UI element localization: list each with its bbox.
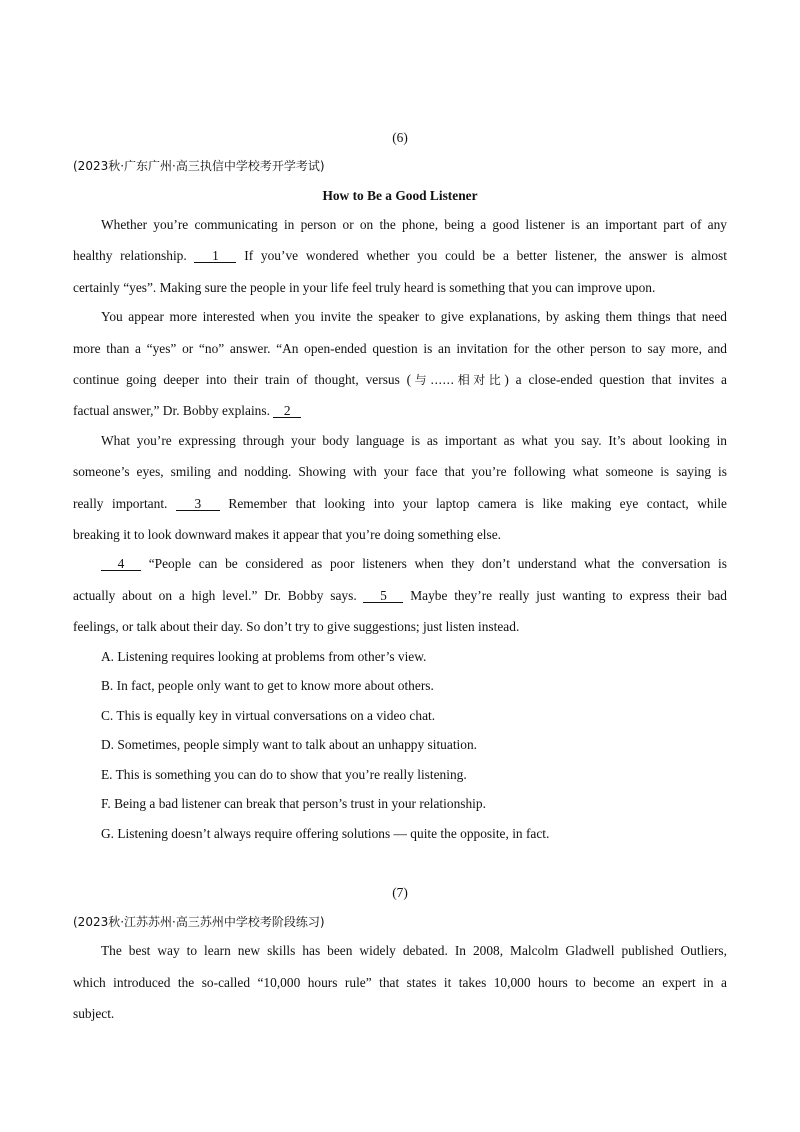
p2-line4-a: factual answer,” Dr. Bobby explains. [73, 403, 270, 418]
p7-line1: The best way to learn new skills has been widely debated. In 2008, Malcolm Gladwell published Outliers, [101, 943, 727, 958]
p4-line2-a: actually about on a high level.” Dr. Bobby says. [73, 588, 357, 603]
blank-2[interactable]: 2 [273, 404, 301, 418]
blank-4[interactable]: 4 [101, 557, 141, 571]
p4-line1 [101, 556, 727, 572]
p2-line2: more than a “yes” or “no” answer. “An open-ended question is an invitation for the other person to say more, and [73, 341, 727, 356]
p2-line3 [73, 372, 727, 388]
p3-line3-b: Remember that looking into your laptop camera is like making eye contact, while [228, 496, 727, 511]
blank-5[interactable]: 5 [363, 589, 403, 603]
blank-3[interactable]: 3 [176, 497, 220, 511]
option-a: A. Listening requires looking at problems from other’s view. [101, 649, 427, 664]
p4-line2-b: Maybe they’re really just wanting to express their bad [410, 588, 727, 603]
p3-line3-a: really important. [73, 496, 168, 511]
p4-line2 [73, 588, 727, 604]
question-number-7: (7) [392, 885, 408, 900]
p7-line3: subject. [73, 1006, 115, 1021]
option-b: B. In fact, people only want to get to know more about others. [101, 678, 434, 693]
p2-line3-cn: 与……相对比 [411, 373, 505, 387]
option-d: D. Sometimes, people simply want to talk about an unhappy situation. [101, 737, 478, 752]
p4-line3: feelings, or talk about their day. So don’t try to give suggestions; just listen instead. [73, 619, 520, 634]
p3-line1: What you’re expressing through your body language is as important as what you say. It’s about looking in [101, 433, 727, 448]
p7-line2: which introduced the so-called “10,000 hours rule” that states it takes 10,000 hours to become an expert in a [73, 975, 727, 990]
p1-line3: certainly “yes”. Making sure the people in your life feel truly heard is something that you can improve upon. [73, 280, 656, 295]
p4-line1-text: “People can be considered as poor listeners when they don’t understand what the conversation is [148, 556, 727, 571]
option-e: E. This is something you can do to show that you’re really listening. [101, 767, 467, 782]
question-number-6: (6) [392, 130, 408, 145]
p1-line2-b: If you’ve wondered whether you could be a better listener, the answer is almost [244, 248, 727, 263]
option-c: C. This is equally key in virtual conversations on a video chat. [101, 708, 436, 723]
passage-title: How to Be a Good Listener [322, 188, 478, 203]
p3-line3 [73, 496, 727, 512]
p2-line3-a: continue going deeper into their train of thought, versus ( [73, 372, 412, 387]
p1-line2 [73, 248, 727, 264]
p1-line1: Whether you’re communicating in person or on the phone, being a good listener is an important part of any [101, 217, 727, 232]
source-line-6: (2023秋·广东广州·高三执信中学校考开学考试) [73, 159, 325, 173]
p2-line4 [73, 403, 727, 419]
option-g: G. Listening doesn’t always require offering solutions — quite the opposite, in fact. [101, 826, 550, 841]
p3-line4: breaking it to look downward makes it appear that you’re doing something else. [73, 527, 502, 542]
option-f: F. Being a bad listener can break that person’s trust in your relationship. [101, 796, 486, 811]
blank-1[interactable]: 1 [194, 249, 236, 263]
source-line-7: (2023秋·江苏苏州·高三苏州中学校考阶段练习) [73, 915, 325, 929]
p2-line1: You appear more interested when you invite the speaker to give explanations, by asking them things that need [101, 309, 727, 324]
p1-line2-a: healthy relationship. [73, 248, 187, 263]
p3-line2: someone’s eyes, smiling and nodding. Showing with your face that you’re following what someone is saying is [73, 464, 727, 479]
p2-line3-b: ) a close-ended question that invites a [504, 372, 727, 387]
